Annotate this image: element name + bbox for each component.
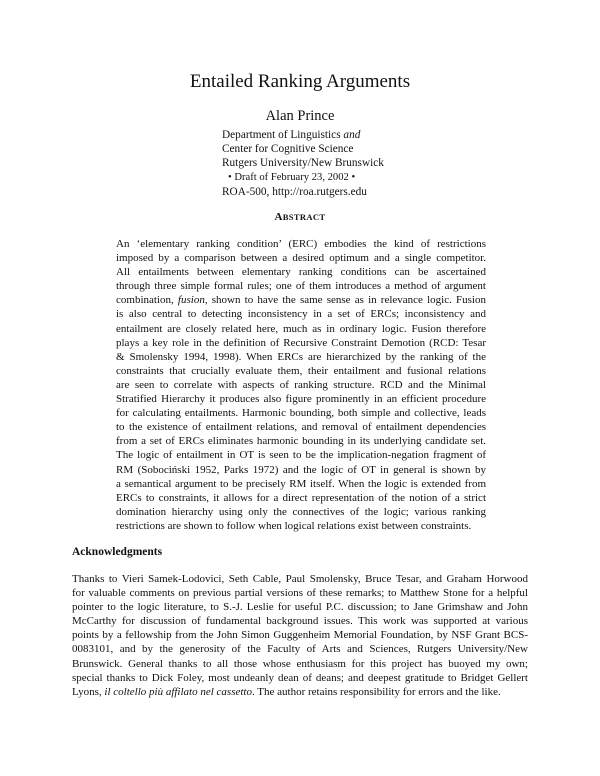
- abstract-line: constraints that crucially evaluate them, their entailment and fusional relations: [116, 364, 486, 377]
- abstract-body: [116, 237, 486, 533]
- abstract-line: Stratified Hierarchy it produces also figure prominently in an efficient procedure: [116, 393, 486, 406]
- abstract-line: plays a key role in the definition of Recursive Constraint Demotion (RCD: Tesar: [116, 336, 486, 349]
- abstract-line: entailment are closely related here, much as in ordinary logic. Fusion therefore: [116, 322, 486, 335]
- affiliation-department: Department of Linguistics and: [222, 129, 361, 141]
- abstract-line: restrictions are shown to follow when logical relations exist between constraints.: [116, 519, 472, 532]
- ack-line: McCarthy for discussion of fundamental background issues. This work was supported at various: [72, 615, 528, 628]
- author-affiliation: [222, 128, 482, 199]
- abstract-line: a semantical argument to be precisely RM itself. When the logic is extended from: [116, 477, 486, 490]
- abstract-line: RM (Sobociński 1952, Parks 1972) and the logic of OT in general is shown by: [116, 463, 486, 476]
- abstract-line: imposed by a comparison between a desired optimum and a single competitor.: [116, 252, 486, 265]
- abstract-line: All entailments between elementary ranking conditions can be ascertained: [116, 266, 486, 279]
- abstract-line: combination, fusion, shown to have the same sense as in relevance logic. Fusion: [116, 294, 486, 307]
- abstract-line: ERCs to constraints, it allows for a direct representation of the notion of a strict: [116, 491, 486, 504]
- abstract-line: from a set of ERCs eliminates harmonic bounding in its underlying candidate set.: [116, 435, 486, 448]
- paper-title: Entailed Ranking Arguments: [189, 71, 411, 92]
- ack-line: points by a fellowship from the John Simon Guggenheim Memorial Foundation, by NSF Grant BCS-: [72, 629, 528, 642]
- roa-reference: ROA-500, http://roa.rutgers.edu: [222, 185, 367, 198]
- abstract-line: are seen to correlate with aspects of ranking structure. RCD and the Minimal: [116, 378, 486, 391]
- ack-line: pointer to the logic literature, to S.-J. Leslie for useful P.C. discussion; to Jane Grimshaw and John: [72, 601, 528, 614]
- abstract-line: The logic of entailment in OT is seen to be the implication-negation fragment of: [116, 449, 486, 462]
- abstract-line: domination hierarchy using only the connectives of the logic; various ranking: [116, 505, 486, 518]
- abstract-heading: ABSTRACT: [274, 211, 326, 223]
- affiliation-center: Center for Cognitive Science: [222, 143, 354, 156]
- acknowledgments-heading: Acknowledgments: [72, 546, 163, 558]
- draft-date: • Draft of February 23, 2002 •: [228, 171, 356, 183]
- ack-line: 0083101, and by the generosity of the Faculty of Arts and Sciences, Rutgers University/New: [72, 643, 528, 656]
- ack-line: for valuable comments on previous partial versions of these remarks; to Matthew Stone for a helpful: [72, 587, 528, 600]
- ack-line: Lyons, il coltello più affilato nel cassetto. The author retains responsibility for errors and the like.: [72, 685, 501, 698]
- affiliation-university: Rutgers University/New Brunswick: [222, 157, 384, 170]
- abstract-line: An ‘elementary ranking condition’ (ERC) embodies the kind of restrictions: [116, 238, 486, 250]
- author-name: Alan Prince: [265, 108, 335, 124]
- abstract-line: to the existence of entailment relations, and removal of entailment dependencies: [116, 421, 486, 434]
- abstract-line: for calculating entailments. Harmonic bounding, both simple and collective, leads: [116, 407, 486, 420]
- ack-line: Thanks to Vieri Samek-Lodovici, Seth Cable, Paul Smolensky, Bruce Tesar, and Graham Horwood: [72, 573, 528, 585]
- acknowledgments-body: [72, 572, 528, 699]
- ack-line: Brunswick. General thanks to all those whose enthusiasm for this project has buoyed my own;: [72, 657, 528, 670]
- abstract-line: through three simple formal rules; one of them introduces a method of argument: [116, 280, 486, 293]
- ack-line: special thanks to Dick Foley, most undeanly dean of deans; and deepest gratitude to Bridget Gellert: [72, 671, 528, 684]
- abstract-line: & Smolensky 1994, 1998). When ERCs are hierarchized by the ranking of the: [116, 350, 486, 363]
- abstract-line: is also central to detecting inconsistency in a set of ERCs; inconsistency and: [116, 308, 486, 321]
